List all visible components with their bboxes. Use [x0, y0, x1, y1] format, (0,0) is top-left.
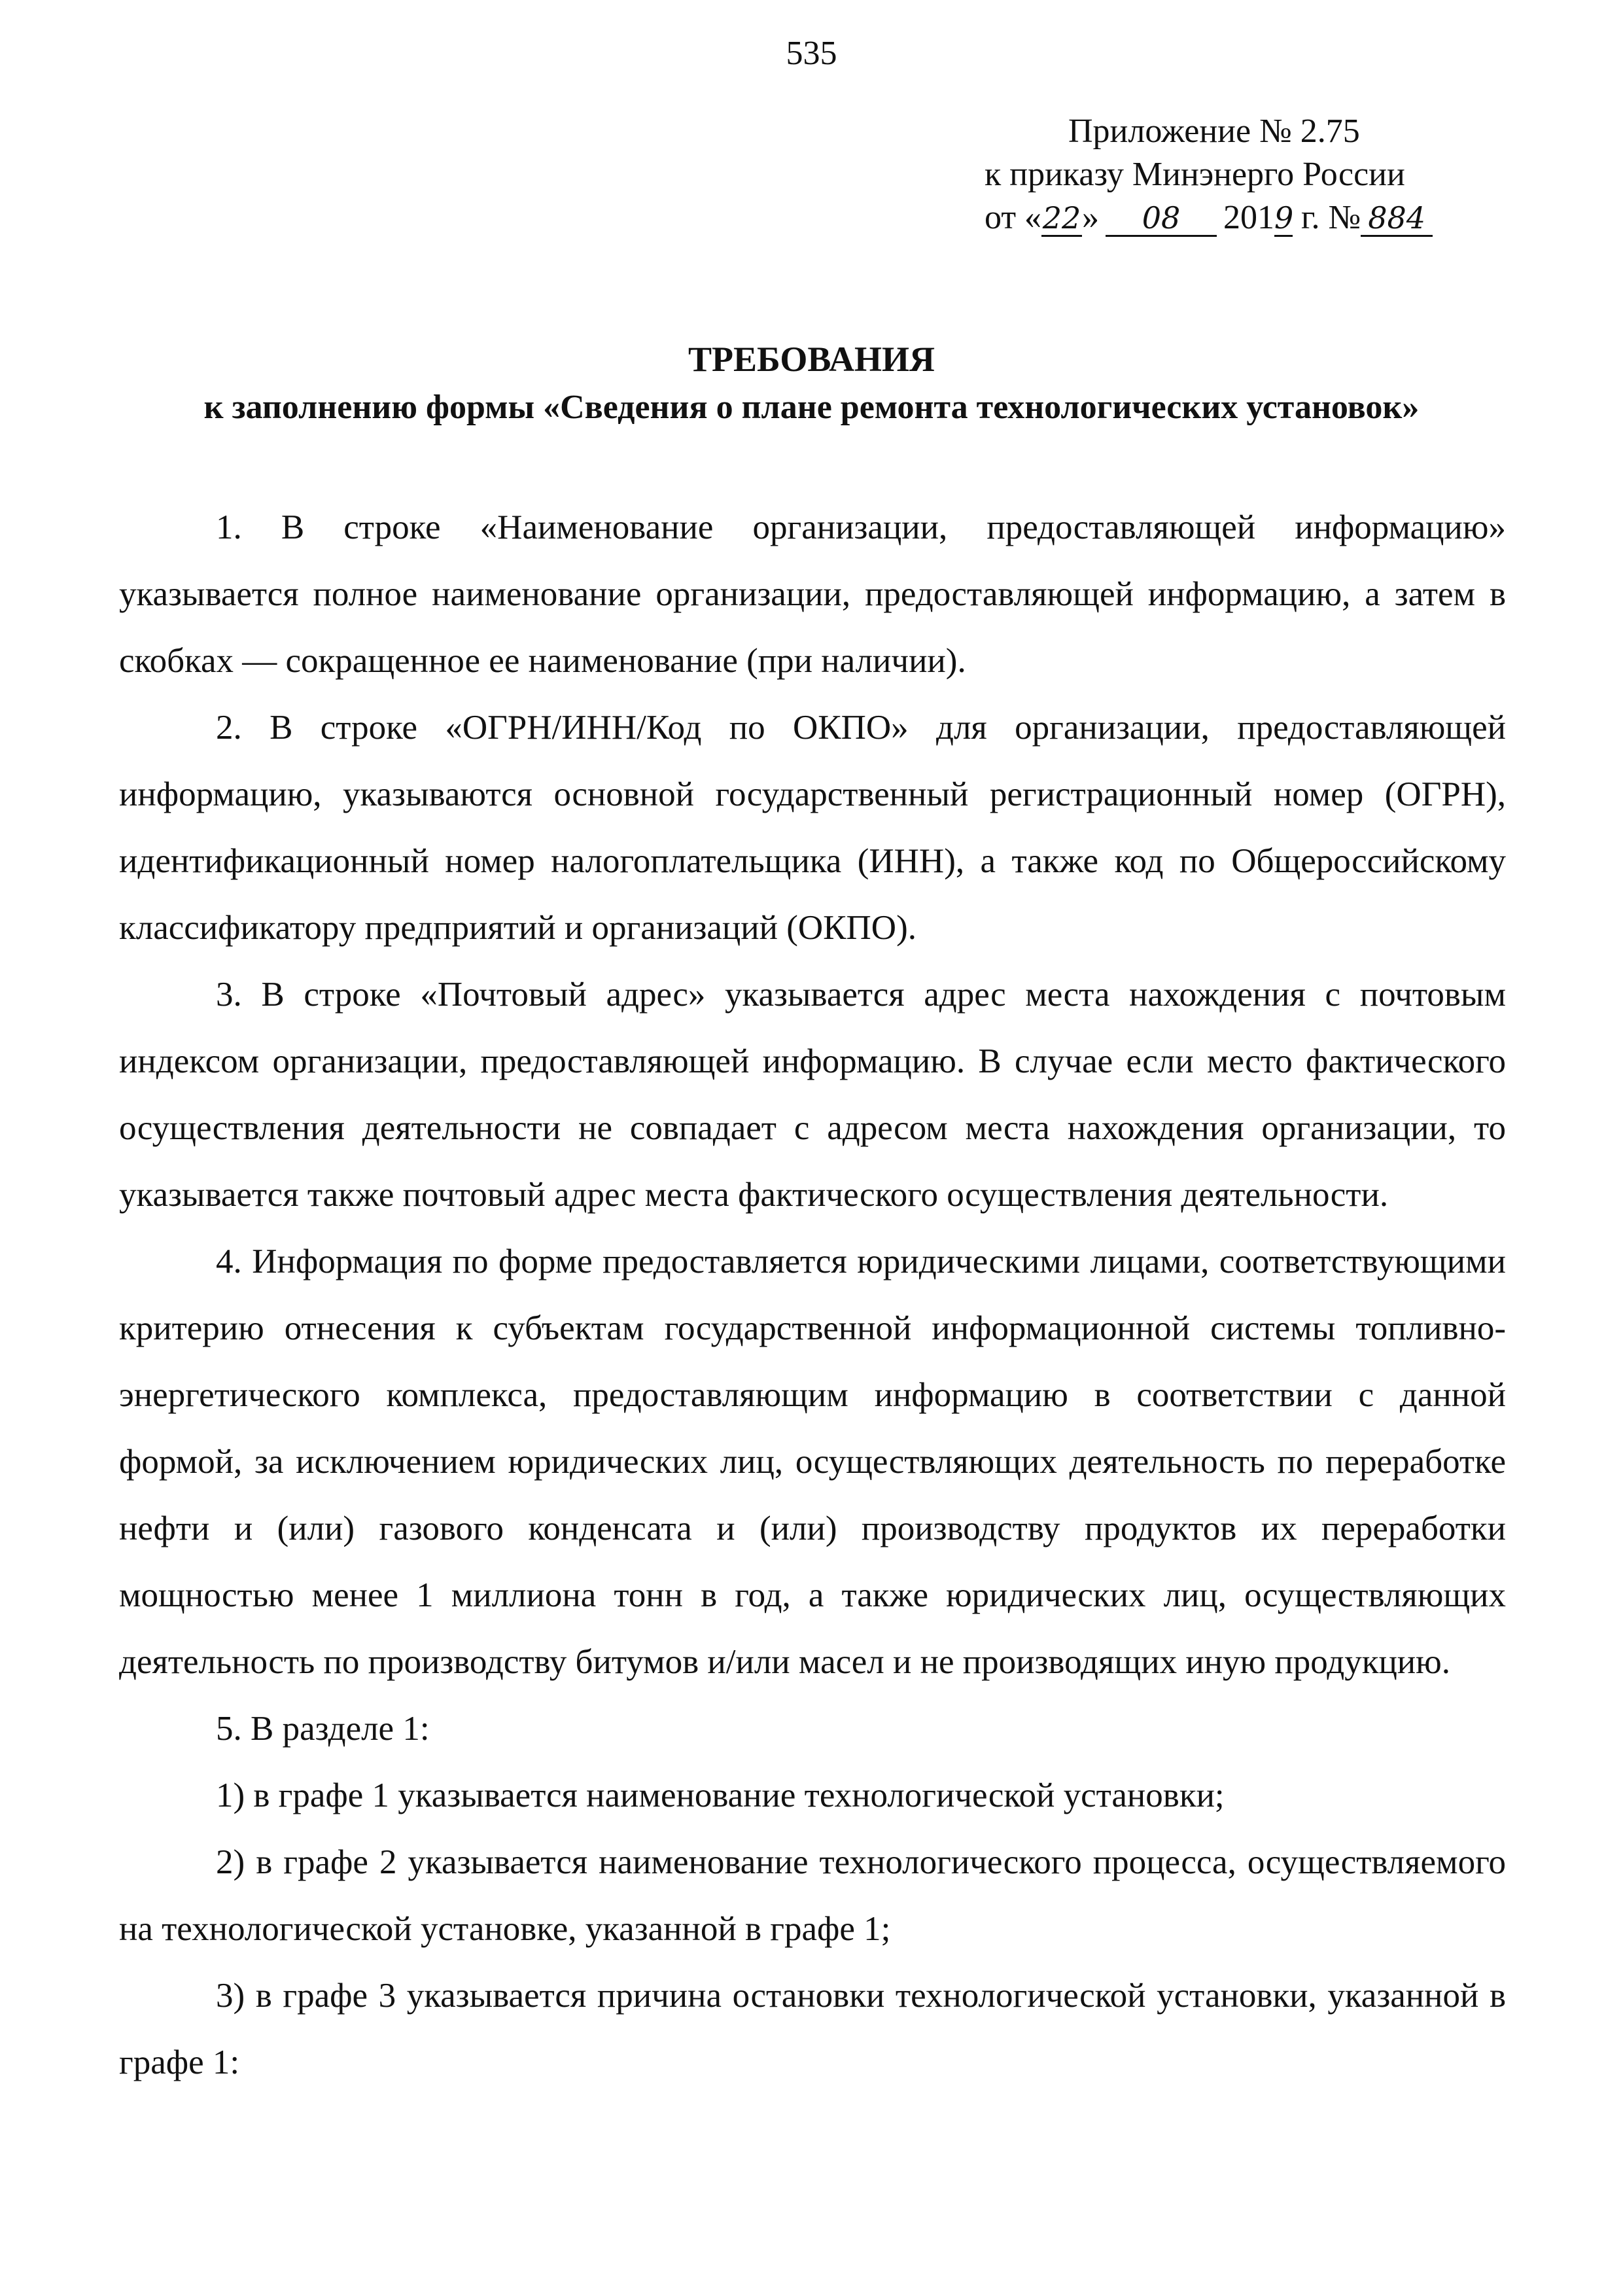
paragraph-2: 2. В строке «ОГРН/ИНН/Код по ОКПО» для организации, предоставляющей информацию, указываются основной государственный регистрационный номер (ОГРН), идентификационный номер налогоплательщика (ИНН), а также код по Общероссийскому классификатору предприятий и организаций (ОКПО).	[119, 709, 1506, 947]
date-quote-close: »	[1082, 199, 1100, 236]
appendix-order-ref: к приказу Минэнерго России	[985, 156, 1405, 193]
year-suffix: г. №	[1293, 199, 1361, 236]
handwritten-day: 22	[1042, 200, 1081, 236]
appendix-number: Приложение № 2.75	[1068, 113, 1360, 150]
paragraph-4: 4. Информация по форме предоставляется юридическими лицами, соответствующими критерию отнесения к субъектам государственной информационной системы топливно-энергетического комплекса, предоставляющим информацию в соответствии с данной формой, за исключением юридических лиц, осуществляющих деятельность по переработке нефти и (или) газового конденсата и (или) производству продуктов их переработки мощностью менее 1 миллиона тонн в год, а также юридических лиц, осуществляющих деятельность по производству битумов и/или масел и не производящих иную продукцию.	[119, 1243, 1506, 1681]
document-subtitle: к заполнению формы «Сведения о плане ремонта технологических установок»	[203, 389, 1420, 426]
date-prefix: от «	[985, 199, 1042, 236]
handwritten-year-digit: 9	[1274, 200, 1294, 236]
document-title: ТРЕБОВАНИЯ	[688, 340, 935, 379]
handwritten-month: 08	[1106, 201, 1217, 237]
year-prefix: 201	[1223, 199, 1275, 236]
paragraph-5: 5. В разделе 1:	[216, 1710, 430, 1748]
paragraph-5-item-3: 3) в графе 3 указывается причина остановки технологической установки, указанной в графе 1:	[119, 1977, 1506, 2081]
appendix-date-line	[985, 196, 1521, 239]
page-number: 535	[786, 35, 837, 72]
document-body	[119, 494, 1506, 2096]
paragraph-5-item-1: 1) в графе 1 указывается наименование технологической установки;	[216, 1776, 1225, 1814]
paragraph-3: 3. В строке «Почтовый адрес» указывается адрес места нахождения с почтовым индексом организации, предоставляющей информацию. В случае если место фактического осуществления деятельности не совпадает с адресом места нахождения организации, то указывается также почтовый адрес места фактического осуществления деятельности.	[119, 976, 1506, 1214]
paragraph-5-item-2: 2) в графе 2 указывается наименование технологического процесса, осуществляемого на технологической установке, указанной в графе 1;	[119, 1843, 1506, 1948]
appendix-header	[985, 110, 1521, 239]
handwritten-order-number: 884	[1361, 201, 1433, 237]
paragraph-1: 1. В строке «Наименование организации, предоставляющей информацию» указывается полное наименование организации, предоставляющей информацию, а затем в скобках — сокращенное ее наименование (при наличии).	[119, 508, 1506, 680]
